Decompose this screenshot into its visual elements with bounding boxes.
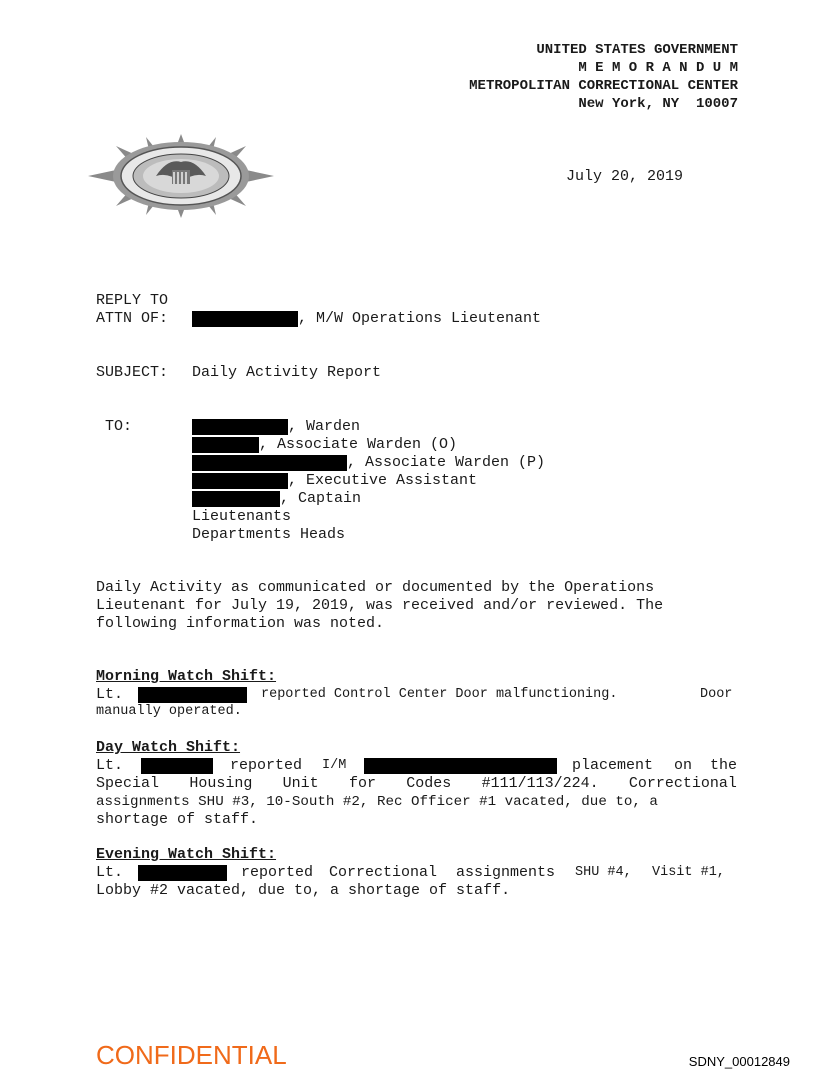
day-lt: Lt. bbox=[96, 757, 124, 774]
day-word: Codes bbox=[406, 775, 452, 792]
memo-date: July 20, 2019 bbox=[566, 168, 684, 185]
redaction-bar bbox=[364, 758, 557, 774]
day-word: Special bbox=[96, 775, 160, 792]
day-word: Unit bbox=[282, 775, 319, 792]
morning-watch-title: Morning Watch Shift: bbox=[96, 668, 277, 685]
redaction-bar bbox=[192, 437, 259, 453]
day-on: on bbox=[674, 757, 693, 774]
recipient-lieutenants: Lieutenants bbox=[192, 508, 292, 525]
doj-seal-icon bbox=[86, 132, 276, 220]
header-line-1: UNITED STATES GOVERNMENT bbox=[536, 42, 738, 58]
day-reported: reported bbox=[230, 757, 303, 774]
intro-line-1: Daily Activity as communicated or documented by the Operations bbox=[96, 579, 655, 596]
attn-role: , M/W Operations Lieutenant bbox=[298, 310, 542, 327]
intro-line-2: Lieutenant for July 19, 2019, was received and/or reviewed. The bbox=[96, 597, 664, 614]
evening-word: Correctional bbox=[329, 864, 438, 881]
recipient-warden: , Warden bbox=[288, 418, 361, 435]
redaction-bar bbox=[138, 687, 247, 703]
redaction-bar bbox=[192, 455, 347, 471]
day-im: I/M bbox=[322, 758, 347, 773]
day-word: for bbox=[348, 775, 376, 792]
redaction-bar bbox=[192, 473, 288, 489]
confidential-stamp: CONFIDENTIAL bbox=[96, 1040, 287, 1070]
recipient-executive-assistant: , Executive Assistant bbox=[288, 472, 478, 489]
day-watch-title: Day Watch Shift: bbox=[96, 739, 241, 756]
recipient-department-heads: Departments Heads bbox=[192, 526, 346, 543]
day-the: the bbox=[710, 757, 738, 774]
day-word: #111/113/224. bbox=[481, 775, 599, 792]
bates-number: SDNY_00012849 bbox=[688, 1054, 790, 1069]
redaction-bar bbox=[141, 758, 213, 774]
morning-line-2: manually operated. bbox=[96, 704, 242, 719]
evening-line-2: Lobby #2 vacated, due to, a shortage of staff. bbox=[96, 882, 511, 899]
intro-line-3: following information was noted. bbox=[96, 615, 385, 632]
evening-word: SHU #4, bbox=[575, 865, 632, 880]
recipient-associate-warden-p: , Associate Warden (P) bbox=[347, 454, 546, 471]
redaction-bar bbox=[192, 419, 288, 435]
to-label: TO: bbox=[105, 418, 133, 435]
redaction-bar bbox=[192, 311, 298, 327]
morning-line-1-end: Door bbox=[700, 687, 733, 702]
redaction-bar bbox=[138, 865, 227, 881]
day-placement: placement bbox=[572, 757, 654, 774]
day-line-4: shortage of staff. bbox=[96, 811, 259, 828]
evening-watch-title: Evening Watch Shift: bbox=[96, 846, 277, 863]
evening-word: assignments bbox=[456, 864, 556, 881]
evening-lt: Lt. bbox=[96, 864, 124, 881]
day-word: Correctional bbox=[628, 775, 737, 792]
header-line-2: M E M O R A N D U M bbox=[578, 60, 738, 76]
reply-to-label: REPLY TO bbox=[96, 292, 169, 309]
subject-label: SUBJECT: bbox=[96, 364, 169, 381]
redaction-bar bbox=[192, 491, 280, 507]
day-line-2 bbox=[96, 775, 737, 793]
evening-word: reported bbox=[241, 864, 314, 881]
header-line-3: METROPOLITAN CORRECTIONAL CENTER bbox=[469, 78, 738, 94]
day-word: Housing bbox=[189, 775, 253, 792]
attn-of-label: ATTN OF: bbox=[96, 310, 169, 327]
recipient-captain: , Captain bbox=[280, 490, 362, 507]
subject-value: Daily Activity Report bbox=[192, 364, 382, 381]
morning-lt: Lt. bbox=[96, 686, 124, 703]
recipient-associate-warden-o: , Associate Warden (O) bbox=[259, 436, 458, 453]
header-line-4: New York, NY 10007 bbox=[578, 96, 738, 112]
evening-word: Visit #1, bbox=[652, 865, 725, 880]
day-line-3: assignments SHU #3, 10-South #2, Rec Officer #1 vacated, due to, a bbox=[96, 794, 658, 810]
morning-line-1: reported Control Center Door malfunctioning. bbox=[261, 687, 618, 702]
